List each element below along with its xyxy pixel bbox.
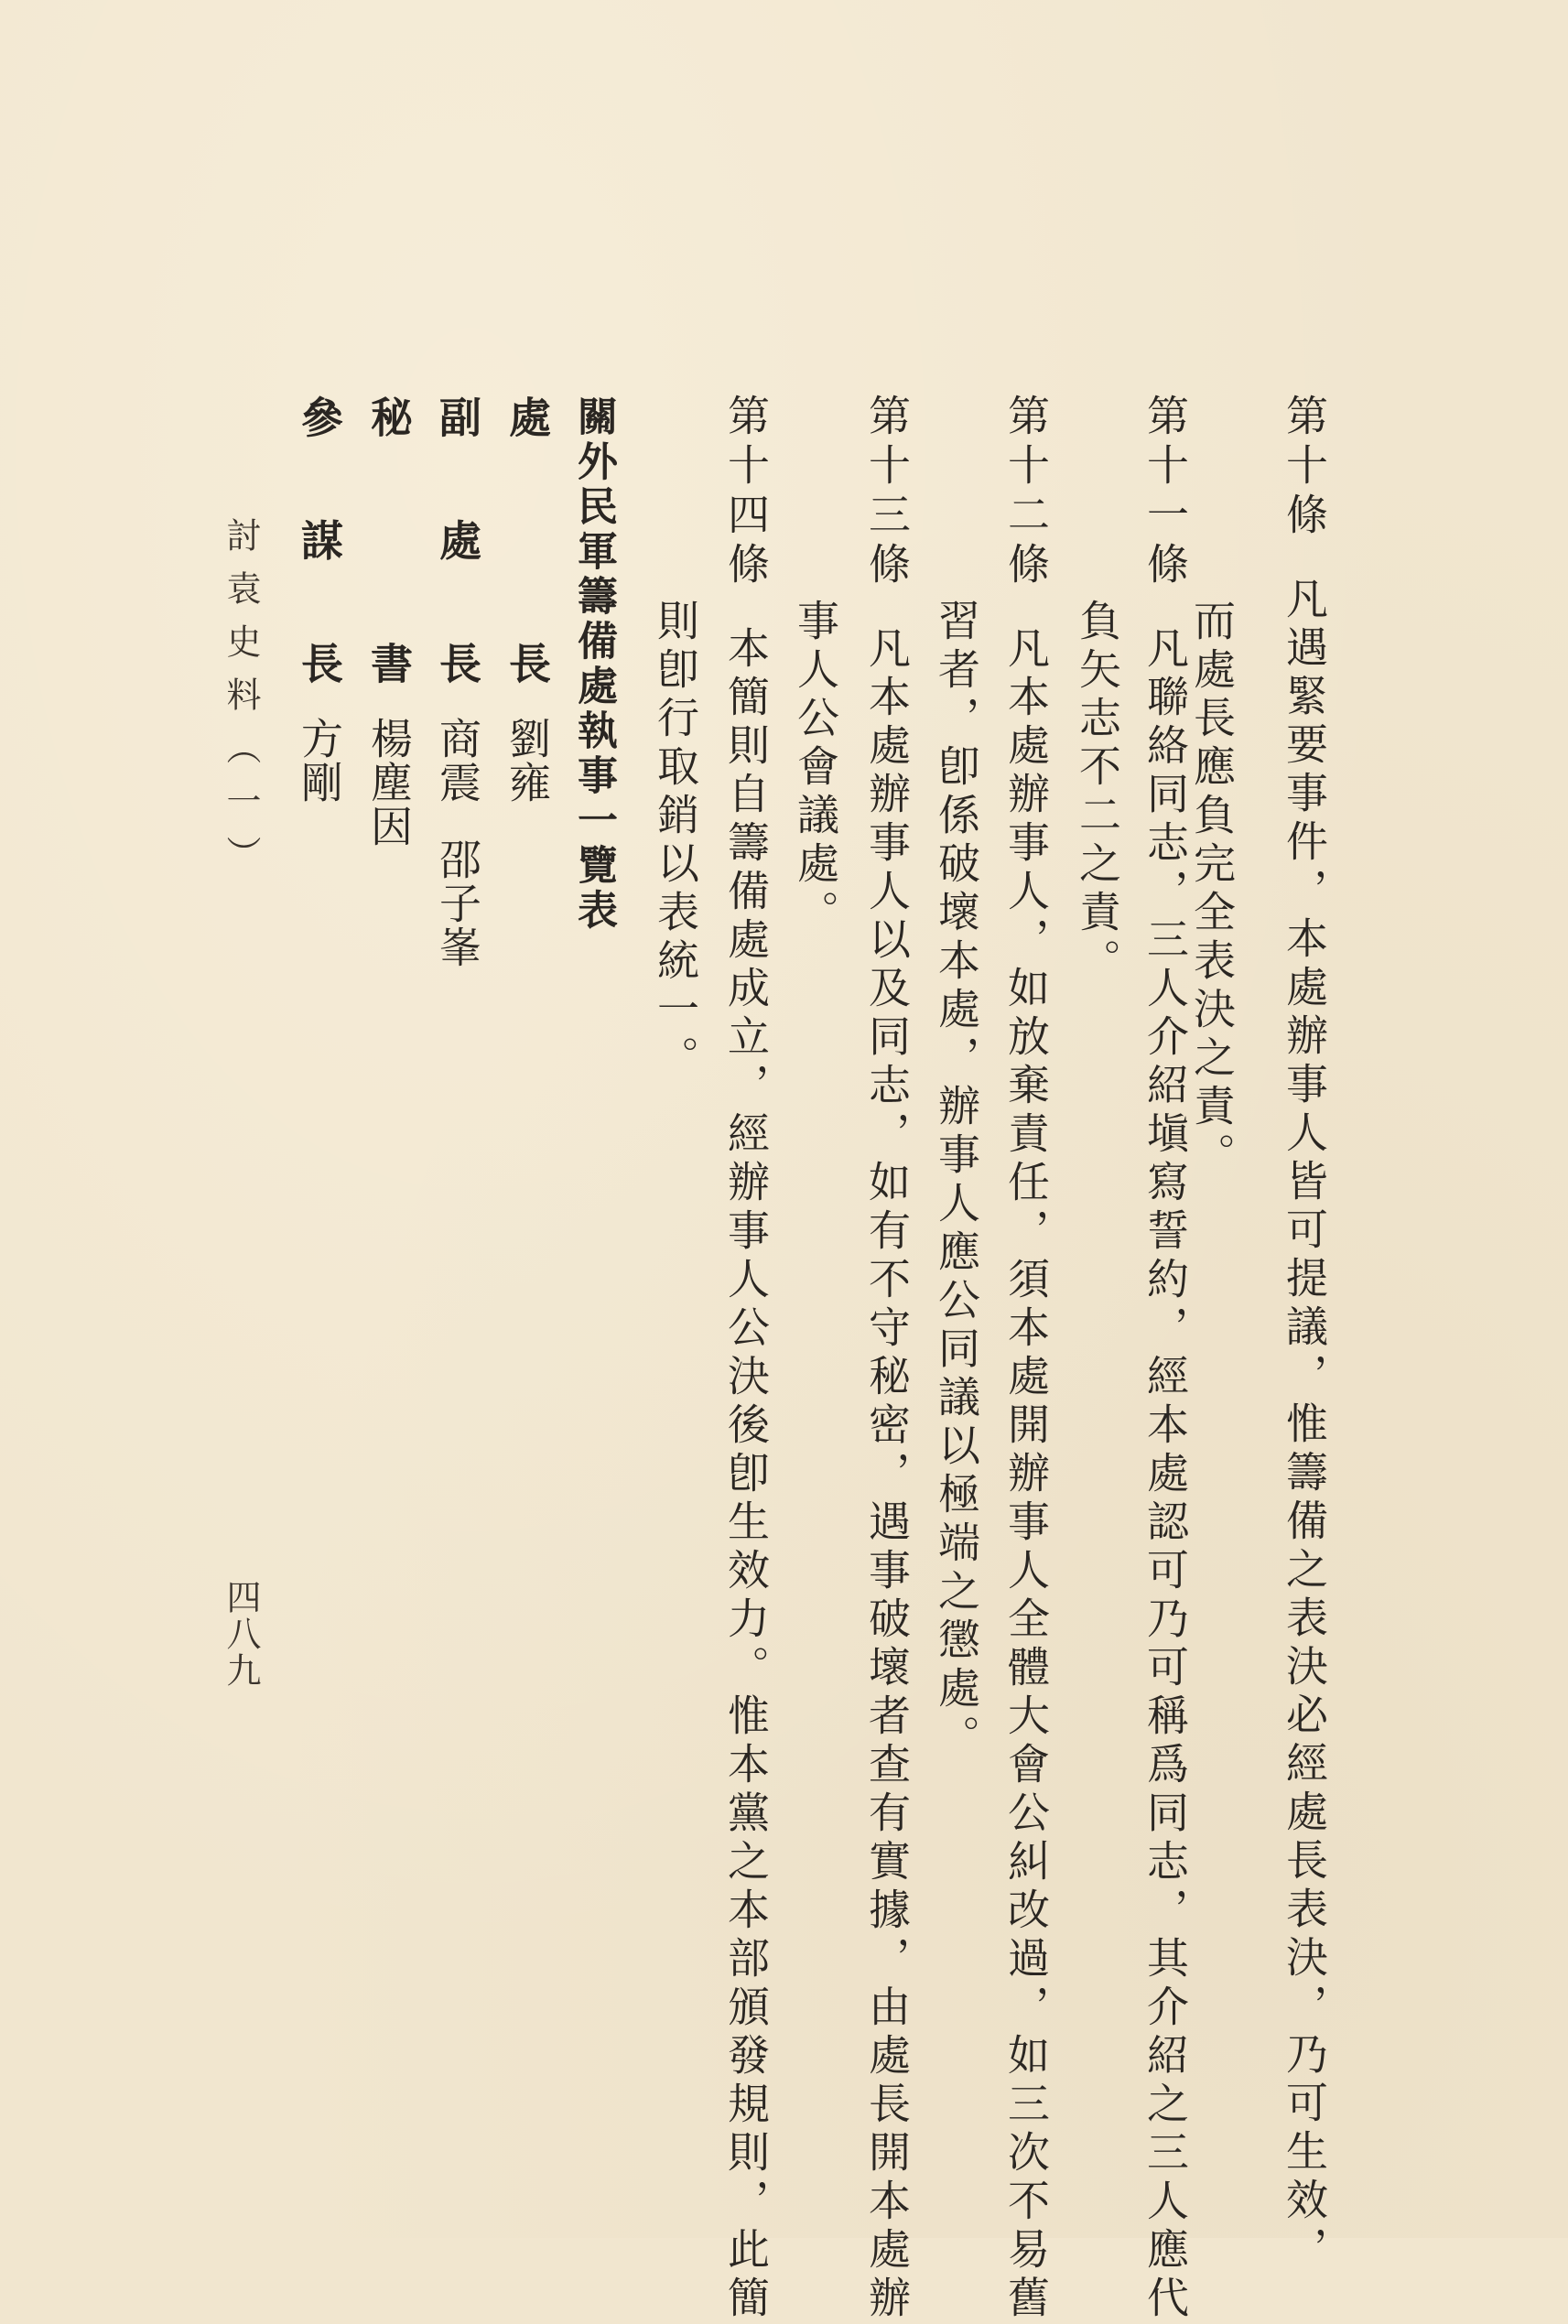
roster-title-secretary: 秘書 <box>364 395 414 684</box>
article-10-line-1 <box>1280 394 1329 2275</box>
roster-entry-deputy-director <box>433 395 482 969</box>
roster-title-chief-of-staff: 參謀長 <box>295 395 344 684</box>
roster-name-chief-of-staff: 方剛 <box>295 717 344 805</box>
roster-name-director: 劉雍 <box>503 717 552 805</box>
article-14-text-1: 本簡則自籌備處成立，經辦事人公決後卽生效力。惟本黨之本部頒發規則，此簡 <box>721 626 771 2324</box>
roster-name-secretary: 楊塵因 <box>364 717 414 849</box>
page-number: 四八九 <box>221 1579 261 1689</box>
article-13-text-2: 事人公會議處。 <box>791 599 840 938</box>
article-12-text-1: 凡本處辦事人，如放棄責任，須本處開辦事人全體大會公糾改過，如三次不易舊 <box>1001 626 1051 2324</box>
article-12-text-2: 習者，卽係破壞本處，辦事人應公同議以極端之懲處。 <box>932 599 981 1763</box>
running-title: 討袁史料（一） <box>221 517 261 889</box>
article-13-line-1 <box>862 394 912 2324</box>
roster-heading <box>570 395 617 934</box>
article-14-label: 第十四條 <box>721 394 771 591</box>
roster-name-deputy-2: 邵子峯 <box>433 838 482 969</box>
article-11-line-1 <box>1141 394 1190 2324</box>
article-14-line-2 <box>651 599 700 1084</box>
article-10-line-2 <box>1187 599 1237 1181</box>
roster-name-deputy-1: 商震 <box>433 717 482 805</box>
article-12-line-1 <box>1001 394 1051 2324</box>
roster-heading-text: 關外民軍籌備處執事一覽表 <box>570 395 617 934</box>
article-12-label: 第十二條 <box>1001 394 1051 591</box>
article-10-text-2: 而處長應負完全表決之責。 <box>1187 599 1237 1181</box>
article-12-line-2 <box>932 599 981 1763</box>
article-14-text-2: 則卽行取銷以表統一。 <box>651 599 700 1084</box>
roster-title-deputy-director: 副處長 <box>433 395 482 684</box>
article-10-text-1: 凡遇緊要事件，本處辦事人皆可提議，惟籌備之表決必經處長表決，乃可生效， <box>1280 577 1329 2275</box>
article-13-text-1: 凡本處辦事人以及同志，如有不守秘密，遇事破壞者查有實據，由處長開本處辦 <box>862 626 912 2324</box>
roster-entry-chief-of-staff <box>295 395 344 805</box>
article-13-label: 第十三條 <box>862 394 912 591</box>
article-10-label: 第十條 <box>1280 394 1329 542</box>
roster-entry-director <box>503 395 552 805</box>
article-14-line-1 <box>721 394 771 2324</box>
article-11-label: 第十一條 <box>1141 394 1190 591</box>
article-13-line-2 <box>791 599 840 938</box>
roster-title-director: 處長 <box>503 395 552 684</box>
article-11-text-1: 凡聯絡同志，三人介紹塡寫誓約，經本處認可乃可稱爲同志，其介紹之三人應代 <box>1141 626 1190 2324</box>
article-11-line-2 <box>1073 599 1122 987</box>
article-11-text-2: 負矢志不二之責。 <box>1073 599 1122 987</box>
roster-entry-secretary <box>364 395 414 849</box>
